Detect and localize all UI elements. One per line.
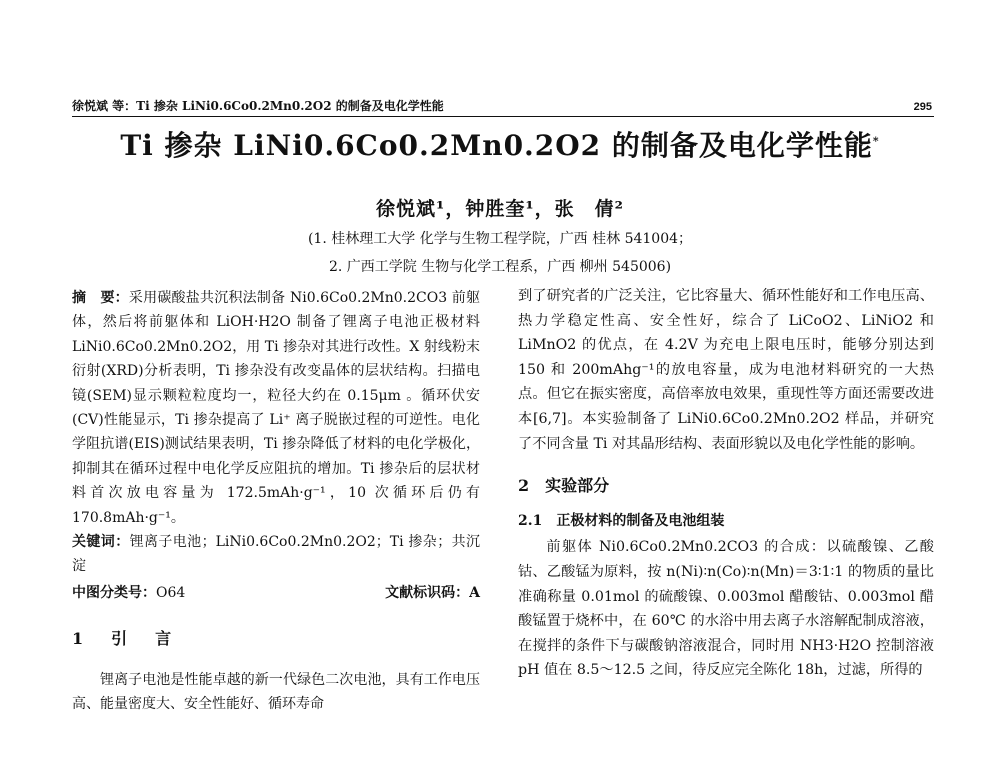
- section-2-heading: 2 实验部分: [518, 476, 610, 496]
- keywords: [72, 530, 480, 579]
- left-column: [72, 286, 480, 717]
- clc-label: 中图分类号：: [72, 584, 156, 601]
- keywords-text: 锂离子电池；LiNi0.6Co0.2Mn0.2O2；Ti 掺杂；共沉淀: [72, 534, 480, 575]
- page-number: 295: [913, 101, 932, 113]
- intro-continued: 到了研究者的广泛关注，它比容量大、循环性能好和工作电压高、热力学稳定性高、安全性好，综合了 LiCoO2、LiNiO2 和 LiMnO2 的优点，在 4.2V 为充电上限电压时，能够分别达到 150 和 200mAhg⁻¹的放电容量，成为电池材料研究的一大热点。但它在振实密度，高倍率放电效果，重现性等方面还需要改进本[6,7]。本实验制备了 LiNi0.6Co0.2Mn0.2O2 样品，并研究了不同含量 Ti 对其晶形结构、表面形貌以及电化学性能的影响。: [518, 288, 934, 452]
- title-footnote-mark: *: [872, 134, 880, 148]
- running-title: 徐悦斌 等：Ti 掺杂 LiNi0.6Co0.2Mn0.2O2 的制备及电化学性能: [72, 99, 444, 113]
- paper-title: [0, 124, 1000, 164]
- section-1-heading: 1 引 言: [72, 629, 178, 649]
- right-column: [518, 284, 934, 683]
- keywords-label: 关键词：: [72, 534, 130, 551]
- clc-value: O64: [156, 584, 186, 601]
- classification-row: [72, 581, 480, 605]
- abstract-text: 采用碳酸盐共沉积法制备 Ni0.6Co0.2Mn0.2CO3 前躯体，然后将前躯体和 LiOH·H2O 制备了锂离子电池正极材料 LiNi0.6Co0.2Mn0.2O2，用 Ti 掺杂对其进行改性。X 射线粉末衍射(XRD)分析表明，Ti 掺杂没有改变晶体的层状结构。扫描电镜(SEM)显示颗粒粒度均一，粒径大约在 0.15μm 。循环伏安(CV)性能显示，Ti 掺杂提高了 Li⁺ 离子脱嵌过程的可逆性。电化学阻抗谱(EIS)测试结果表明，Ti 掺杂降低了材料的电化学极化，抑制其在循环过程中电化学反应阻抗的增加。Ti 掺杂后的层状材料首次放电容量为 172.5mAh·g⁻¹，10 次循环后仍有 170.8mAh·g⁻¹。: [72, 290, 480, 526]
- abstract-label: 摘 要：: [72, 290, 129, 306]
- subsection-2-1-heading: 2.1 正极材料的制备及电池组装: [518, 512, 725, 529]
- doc-code-label: 文献标识码：: [385, 584, 470, 601]
- paper-title-text: Ti 掺杂 LiNi0.6Co0.2Mn0.2O2 的制备及电化学性能: [120, 129, 873, 162]
- affiliation-2: 2. 广西工学院 生物与化学工程系，广西 柳州 545006): [328, 259, 672, 275]
- header-rule: [72, 116, 934, 117]
- doc-code-value: A: [469, 584, 480, 601]
- abstract: [72, 286, 480, 530]
- affiliation-1: (1. 桂林理工大学 化学与生物工程学院，广西 桂林 541004；: [307, 231, 693, 247]
- section-2-1-text: 前躯体 Ni0.6Co0.2Mn0.2CO3 的合成：以硫酸镍、乙酸钴、乙酸锰为原料，按 n(Ni)∶n(Co)∶n(Mn)＝3∶1∶1 的物质的量比准确称量 0.01mol 的硫酸镍、0.003mol 醋酸钴、0.003mol 醋酸锰置于烧杯中，在 60℃ 的水浴中用去离子水溶解配制成溶液，在搅拌的条件下与碳酸钠溶液混合，同时用 NH3·H2O 控制溶液 pH 值在 8.5～12.5 之间，待反应完全陈化 18h，过滤，所得的: [518, 539, 934, 679]
- section-1-text: 锂离子电池是性能卓越的新一代绿色二次电池，具有工作电压高、能量密度大、安全性能好、循环寿命: [72, 671, 480, 713]
- authors: 徐悦斌¹，钟胜奎¹，张 倩²: [376, 198, 624, 220]
